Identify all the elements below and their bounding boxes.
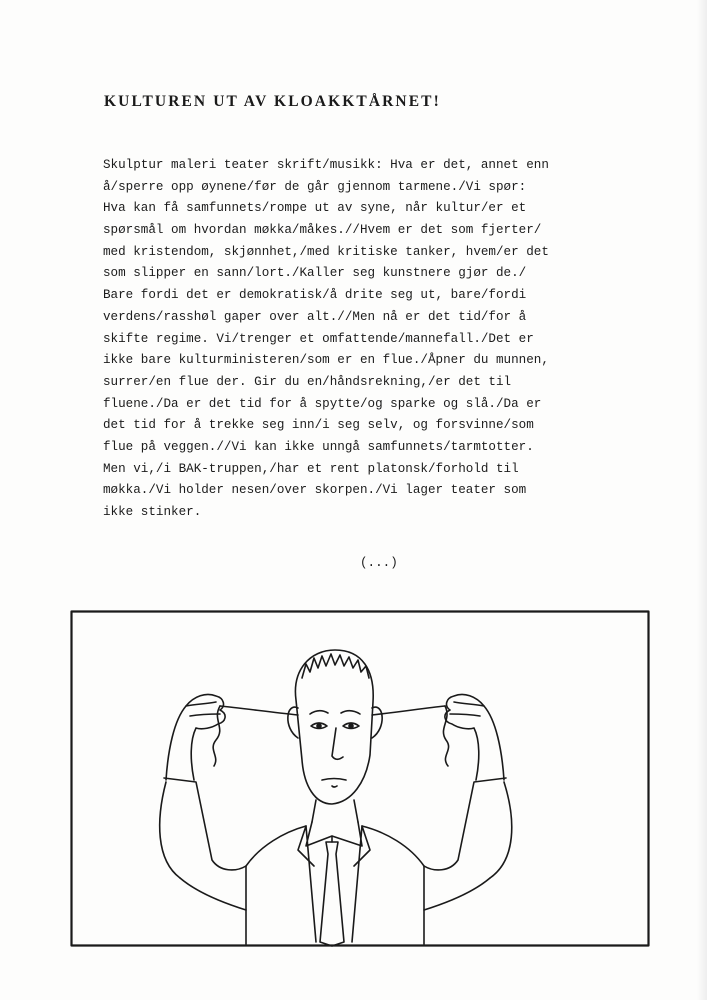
body-line: flue på veggen.//Vi kan ikke unngå samfunnets/tarmtotter.: [103, 439, 534, 454]
body-line: med kristendom, skjønnhet,/med kritiske tanker, hvem/er det: [103, 244, 549, 259]
necktie: [320, 842, 344, 946]
body-line: Men vi,/i BAK-truppen,/har et rent platonsk/forhold til: [103, 461, 519, 476]
body-line: skifte regime. Vi/trenger et omfattende/mannefall./Det er: [103, 331, 534, 346]
neck: [312, 800, 316, 822]
body-line: Skulptur maleri teater skrift/musikk: Hva er det, annet enn: [103, 158, 549, 172]
left-string: [220, 706, 298, 715]
right-string: [372, 706, 445, 715]
head-outline: [295, 650, 373, 804]
document-title: KULTUREN UT AV KLOAKKTÅRNET!: [104, 93, 441, 110]
mouth: [322, 779, 346, 781]
body-line: ikke stinker.: [103, 505, 202, 519]
page-edge-shadow: [697, 0, 707, 1000]
left-eyebrow: [310, 711, 328, 714]
body-line: Bare fordi det er demokratisk/å drite seg ut, bare/fordi: [103, 288, 527, 303]
right-arm: [424, 778, 506, 870]
body-line: Hva kan få samfunnets/rompe ut av syne, når kultur/er et: [103, 201, 527, 216]
ellipsis-marker: (...): [360, 556, 398, 570]
nose: [332, 728, 343, 759]
line-drawing-illustration: [70, 610, 650, 947]
right-eyebrow: [341, 711, 360, 714]
left-arm: [164, 778, 246, 870]
body-line: verdens/rasshøl gaper over alt.//Men nå er det tid/for å: [103, 309, 527, 324]
body-line: spørsmål om hvordan møkka/måkes.//Hvem er det som fjerter/: [103, 223, 542, 238]
body-line: surrer/en flue der. Gir du en/håndsrekning,/er det til: [103, 374, 512, 389]
body-text: [103, 155, 623, 524]
body-line: ikke bare kulturministeren/som er en flue./Åpner du munnen,: [103, 353, 549, 368]
jacket: [246, 826, 316, 942]
body-line: fluene./Da er det tid for å spytte/og sparke og slå./Da er: [103, 396, 542, 411]
illustration-frame: [72, 612, 649, 946]
left-hand: [166, 694, 225, 780]
body-line: å/sperre opp øynene/før de går gjennom tarmene./Vi spør:: [103, 179, 527, 194]
right-hand: [445, 694, 504, 780]
body-line: det tid for å trekke seg inn/i seg selv, og forsvinne/som: [103, 418, 534, 433]
body-line: som slipper en sann/lort./Kaller seg kunstnere gjør de./: [103, 266, 527, 281]
body-line: møkka./Vi holder nesen/over skorpen./Vi lager teater som: [103, 483, 527, 498]
right-ear: [372, 707, 382, 738]
